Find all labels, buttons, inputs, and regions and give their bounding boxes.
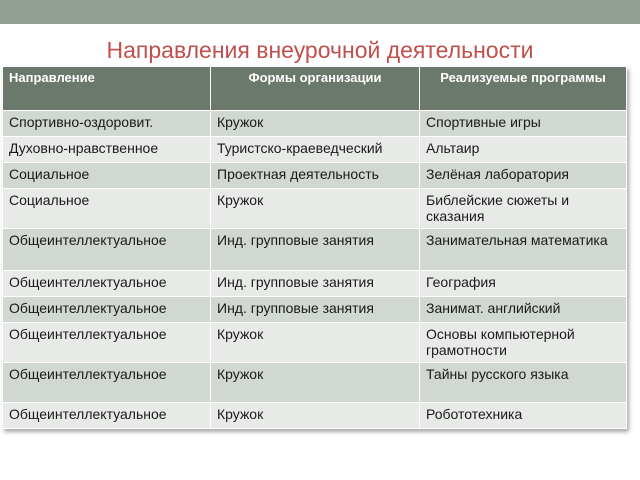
table-row <box>3 297 627 323</box>
cell-program: Альтаир <box>420 137 627 163</box>
cell-forms: Кружок <box>211 189 420 229</box>
cell-direction: Общеинтеллектуальное <box>3 229 211 271</box>
cell-direction: Социальное <box>3 189 211 229</box>
cell-program: Занимат. английский <box>420 297 627 323</box>
table-row <box>3 271 627 297</box>
table-row <box>3 403 627 429</box>
cell-direction: Общеинтеллектуальное <box>3 271 211 297</box>
cell-program: Робототехника <box>420 403 627 429</box>
table-row <box>3 163 627 189</box>
header-programs: Реализуемые программы <box>420 67 627 111</box>
cell-forms: Инд. групповые занятия <box>211 229 420 271</box>
cell-forms: Кружок <box>211 111 420 137</box>
cell-program: Основы компьютерной грамотности <box>420 323 627 363</box>
cell-forms: Проектная деятельность <box>211 163 420 189</box>
cell-program: Зелёная лаборатория <box>420 163 627 189</box>
cell-forms: Кружок <box>211 403 420 429</box>
table-row <box>3 323 627 363</box>
cell-direction: Духовно-нравственное <box>3 137 211 163</box>
header-forms: Формы организации <box>211 67 420 111</box>
table-row <box>3 137 627 163</box>
header-direction: Направление <box>3 67 211 111</box>
table-row <box>3 189 627 229</box>
cell-direction: Общеинтеллектуальное <box>3 363 211 403</box>
cell-direction: Общеинтеллектуальное <box>3 323 211 363</box>
cell-program: География <box>420 271 627 297</box>
page-title: Направления внеурочной деятельности <box>106 37 534 63</box>
cell-program: Занимательная математика <box>420 229 627 271</box>
directions-table <box>2 66 627 429</box>
cell-program: Библейские сюжеты и сказания <box>420 189 627 229</box>
table-row <box>3 111 627 137</box>
table-row <box>3 229 627 271</box>
cell-program: Тайны русского языка <box>420 363 627 403</box>
cell-program: Спортивные игры <box>420 111 627 137</box>
table-row <box>3 363 627 403</box>
cell-direction: Общеинтеллектуальное <box>3 403 211 429</box>
cell-forms: Инд. групповые занятия <box>211 271 420 297</box>
cell-direction: Общеинтеллектуальное <box>3 297 211 323</box>
top-band <box>0 0 640 24</box>
cell-direction: Спортивно-оздоровит. <box>3 111 211 137</box>
cell-direction: Социальное <box>3 163 211 189</box>
header-row <box>3 67 627 111</box>
cell-forms: Кружок <box>211 323 420 363</box>
cell-forms: Туристско-краеведческий <box>211 137 420 163</box>
cell-forms: Инд. групповые занятия <box>211 297 420 323</box>
cell-forms: Кружок <box>211 363 420 403</box>
